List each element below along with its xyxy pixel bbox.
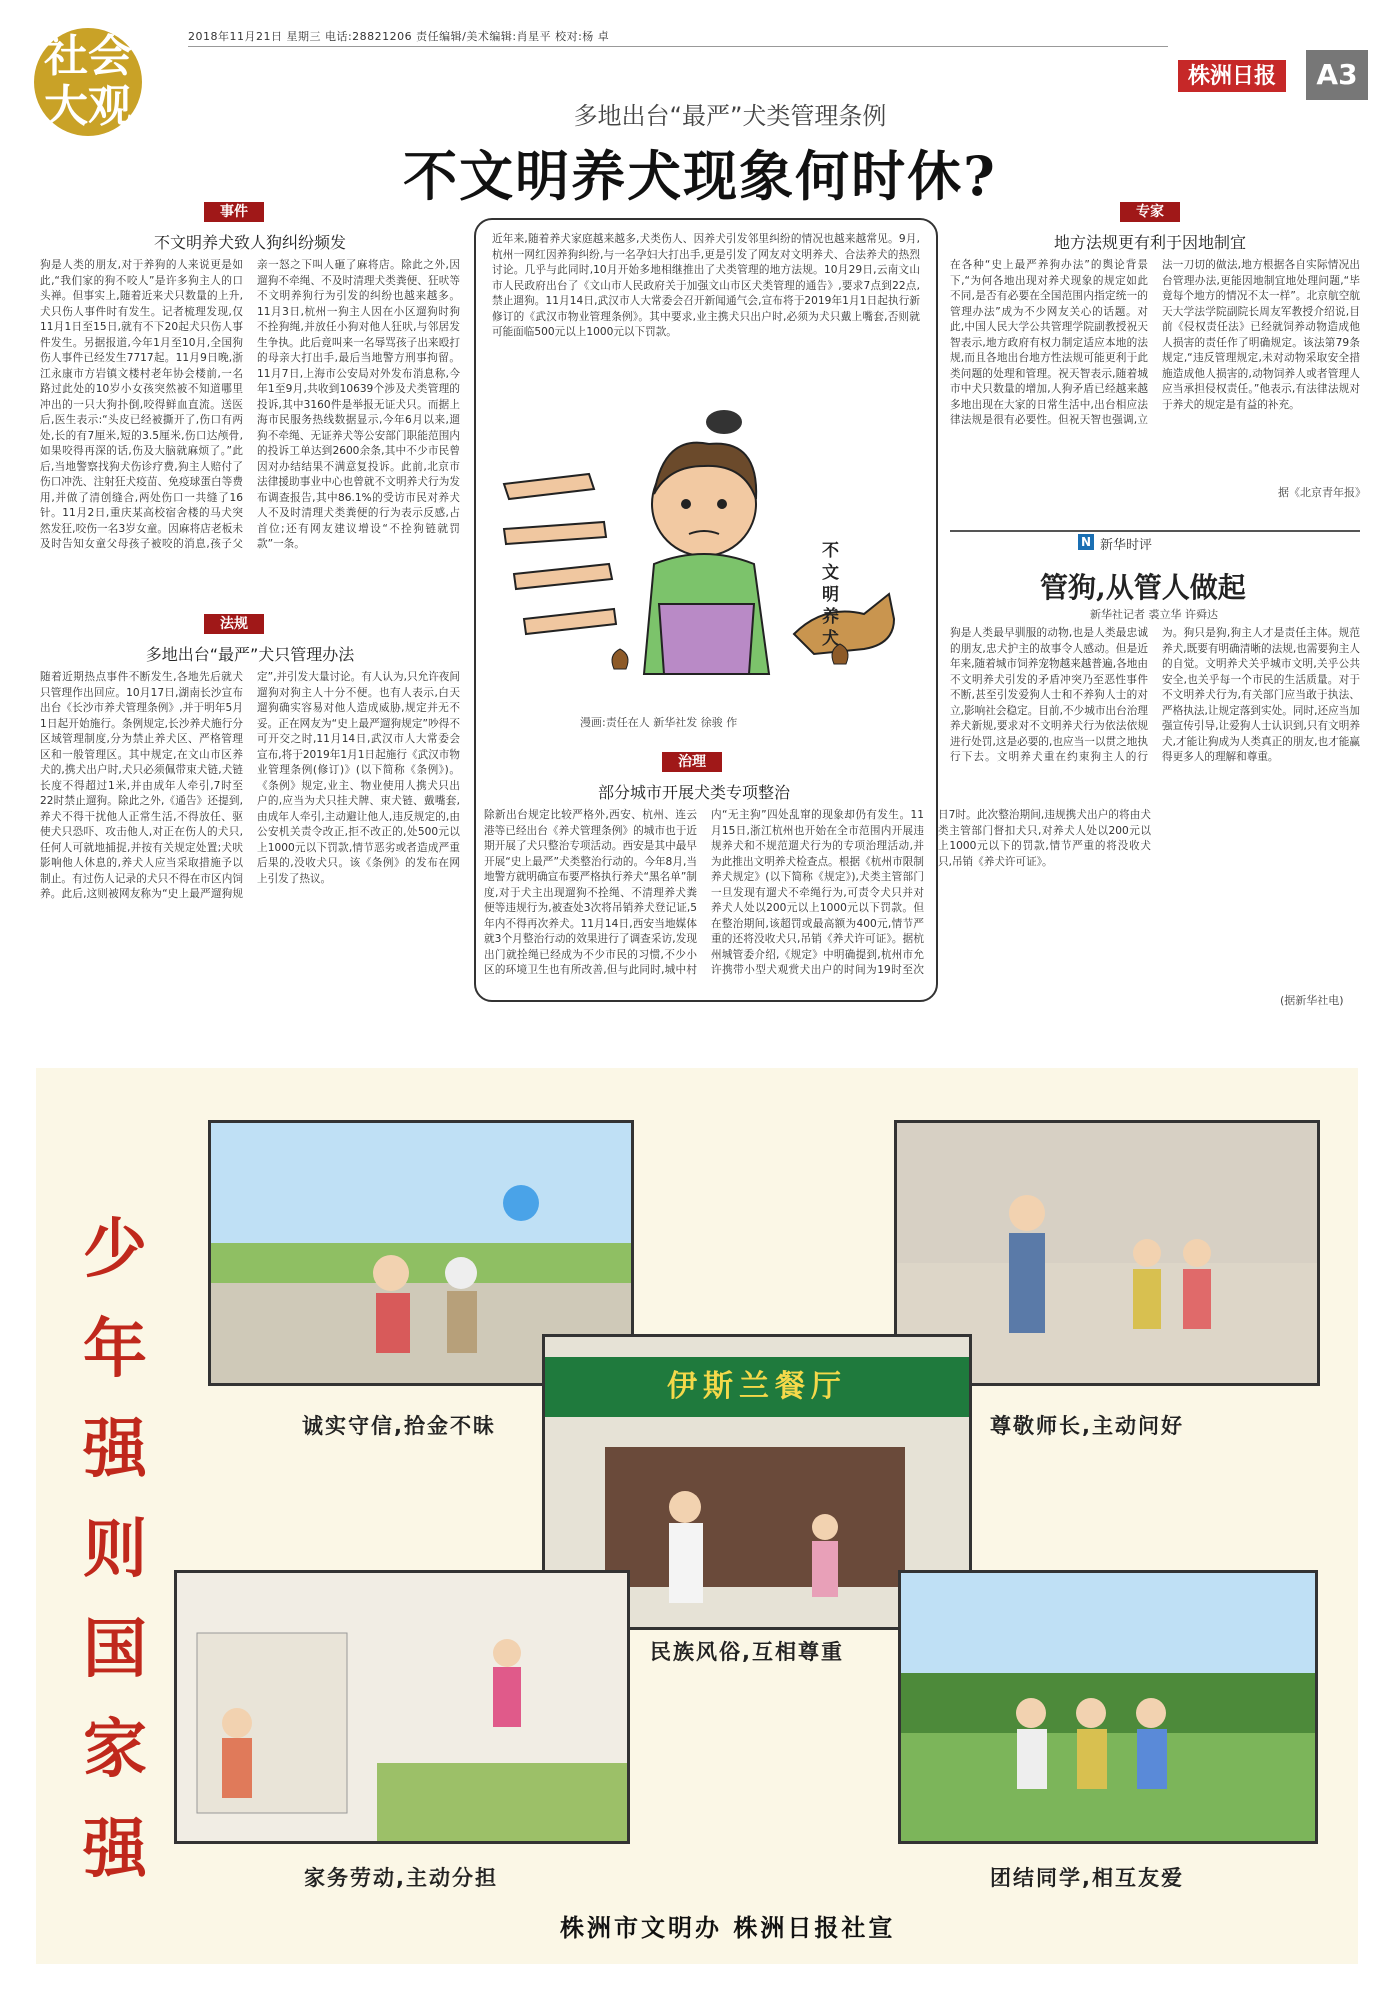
col1-title: 不文明养犬致人狗纠纷频发 bbox=[153, 233, 346, 252]
caption-honesty: 诚实守信,拾金不昧 bbox=[302, 1414, 496, 1438]
col-mid-body: 除新出台规定比较严格外,西安、杭州、连云港等已经出台《养犬管理条例》的城市也于近期开展了犬只整治专项活动。西安是其中最早开展“史上最严”犬类整治行动的。今年8月,当地警方就明确宣布要严格执行养犬“黑名单”制度,对于犬主出现遛狗不拴绳、不清理养犬粪便等违规行为,被查处3次将吊销养犬登记证,5年内不得再次养犬。11月14日,西安当地媒体就3个月整治行动的效果进行了调查采访,发现出门就拴绳已经成为不少市民的习惯,不少小区的环境卫生也有所改善,但与此同时,城中村内“无主狗”四处乱窜的现象却仍有发生。11月15日,浙江杭州也开始在全市范围内开展违规养犬和不规范遛犬行为的专项治理活动,并为此推出文明养犬检查点。根据《杭州市限制养犬规定》(以下简称《规定》),犬类主管部门一旦发现有遛犬不牵绳行为,可责令犬只并对养犬人处以200元以上1000元以下罚款。但在整治期间,该超罚或最高额为400元,情节严重的还将没收犬只,吊销《养犬许可证》。据杭州城管委介绍,《规定》中明确提到,杭州市允许携带小型犬观赏犬出户的时间为19时至次日7时。此次整治期间,违规携犬出户的将由犬类主管部门督扣犬只,对养犬人处以200元以上1000元以下的罚款,情节严重的将没收犬只,吊销《养犬许可证》。 bbox=[484, 809, 1151, 976]
opinion-rule bbox=[950, 530, 1360, 532]
tag-regulation: 法规 bbox=[204, 614, 264, 634]
caption-housework: 家务劳动,主动分担 bbox=[304, 1866, 498, 1890]
lead-kicker: 多地出台“最严”犬类管理条例 bbox=[573, 102, 887, 130]
caption-respect-teachers: 尊敬师长,主动问好 bbox=[990, 1414, 1184, 1438]
opinion-title: 管狗,从管人做起 bbox=[1040, 571, 1246, 604]
section-badge bbox=[34, 28, 142, 136]
cartoon-label: 不文明养犬 bbox=[822, 541, 839, 649]
dateline: 2018年11月21日 星期三 电话:28821206 责任编辑/美术编辑:肖星平 校对:杨 卓 bbox=[188, 30, 610, 43]
col-right-body: 在各种“史上最严养狗办法”的舆论背景下,“为何各地出现对养犬现象的规定如此不同,是否有必要在全国范围内指定统一的管理办法”成为不少网友关心的话题。对此,中国人民大学公共管理学院副教授祝天智表示,地方政府有权力制定适应本地的法规,而且各地出台地方性法规可能更利于此类问题的处理和管理。祝天智表示,随着城市中犬只数量的增加,人狗矛盾已经越来越多地出现在大家的日常生活中,出台相应法律法规是很有必要性。但祝天智也强调,立法一刀切的做法,地方根据各自实际情况出台管理办法,更能因地制宜地处理问题,“毕竟每个地方的情况不太一样”。北京航空航天大学法学院副院长周友军教授介绍说,目前《侵权责任法》已经就饲养动物造成他人损害的责任作了明确规定。该法第79条规定,“违反管理规定,未对动物采取安全措施造成他人损害的,动物饲养人或者管理人应当承担侵权责任。”他表示,有法律法规对于养犬的规定是有益的补充。 bbox=[950, 259, 1360, 426]
psa-sponsor: 株洲市文明办 株洲日报社宣 bbox=[560, 1914, 896, 1942]
tag-event: 事件 bbox=[204, 202, 264, 222]
col-right-title: 地方法规更有利于因地制宜 bbox=[1053, 233, 1246, 252]
col1-body: 狗是人类的朋友,对于养狗的人来说更是如此,“我们家的狗不咬人”是许多狗主人的口头禅。但事实上,随着近来犬只数量的上升,犬只伤人事件时有发生。记者梳理发现,仅11月1日至15日,就有不下20起犬只伤人事件发生。另据报道,今年1月至10月,全国狗伤人事件已经发生7717起。11月9日晚,浙江永康市方岩镇文楼村老年协会楼前,一名路过此处的10岁小女孩突然被不知道哪里冲出的一只大狗扑倒,咬得鲜血直流。送医后,医生表示:“头皮已经被撕开了,伤口有两处,长的有7厘米,短的3.5厘米,伤口达颅骨,如果咬得再深的话,伤及大脑就麻烦了。”此后,当地警察找狗犬伤诊疗费,狗主人赔付了伤口冲洗、注射狂犬疫苗、免疫球蛋白等费用,并做了清创缝合,两处伤口一共缝了16针。11月2日,重庆某高校宿舍楼的马犬突然发狂,咬伤一名3岁女童。因麻将店老板未及时告知女童父母孩子被咬的消息,孩子父亲一怒之下叫人砸了麻将店。除此之外,因遛狗不牵绳、不及时清理犬类粪便、狂吠等不文明养狗行为引发的纠纷也越来越多。11月3日,杭州一狗主人因在小区遛狗时狗不拴狗绳,并放任小狗对他人狂吠,与邻居发生争执。此后竟叫来一名辱骂孩子出来殴打的母亲大打出手,最后当地警方刑事拘留。11月7日,上海市公安局对外发布消息称,今年1至9月,共收到10639个涉及犬类管理的投诉,其中3160件是举报无证犬只。而据上海市民服务热线数据显示,今年6月以来,遛狗不牵绳、无证养犬等公安部门职能范围内的投诉工单达到2600余条,其中不少市民曾因对办结结果不满意复投诉。此前,北京市法律援助事业中心也曾就不文明养犬行为发布调查报告,其中86.1%的受访市民对养犬人不及时清理犬类粪便的行为表示反感,占首位;还有网友建议增设“不拴狗链就罚款”一条。 bbox=[40, 259, 460, 550]
lead-headline: 不文明养犬现象何时休? bbox=[403, 144, 997, 208]
section-label-2: 大观 bbox=[44, 81, 132, 132]
psa-title: 少 年 强 则 国 家 强 bbox=[83, 1212, 147, 1887]
intro-body: 近年来,随着养犬家庭越来越多,犬类伤人、因养犬引发邻里纠纷的情况也越来越常见。9月,杭州一网红因养狗纠纷,与一名孕妇大打出手,更是引发了网友对文明养犬、合法养犬的热烈讨论。几乎与此同时,10月开始多地相继推出了犬类管理的地方法规。10月29日,云南文山市人民政府出台了《文山市人民政府关于加强文山市区犬类管理的通告》,要求7点到22点,禁止遛狗。11月14日,武汉市人大常委会召开新闻通气会,宣布将于2019年1月1日起执行新修订的《武汉市物业管理条例》。其中要求,业主携犬只出户时,必须为犬只戴上嘴套,否则就可能面临500元以上1000元以下罚款。 bbox=[492, 233, 920, 338]
opinion-source: (据新华社电) bbox=[1280, 994, 1344, 1007]
section-label-1: 社会 bbox=[44, 31, 132, 82]
page-number: A3 bbox=[1306, 50, 1368, 100]
tag-governance: 治理 bbox=[662, 752, 722, 772]
caption-ethnic-customs: 民族风俗,互相尊重 bbox=[650, 1640, 844, 1664]
opinion-body: 狗是人类最早驯服的动物,也是人类最忠诚的朋友,忠犬护主的故事令人感动。但是近年来,随着城市饲养宠物越来越普遍,各地由不文明养犬引发的矛盾冲突乃至恶性事件不断,甚至引发爱狗人士和不养狗人士的对立,影响社会稳定。目前,不少城市出台治理养犬新规,要求对不文明养犬行为依法依规进行处罚,这是必要的,也应当一以贯之地执行下去。文明养犬重在约束狗主人的行为。狗只是狗,狗主人才是责任主体。规范养犬,既要有明确清晰的法规,也需要狗主人的自觉。文明养犬关乎城市文明,关乎公共安全,也关乎每一个市民的生活质量。对于不文明养犬行为,有关部门应当敢于执法、严格执法,让规定落到实处。同时,还应当加强宣传引导,让爱狗人士认识到,只有文明养犬,才能让狗成为人类真正的朋友,也才能赢得更多人的理解和尊重。 bbox=[950, 627, 1360, 763]
caption-unity: 团结同学,相互友爱 bbox=[990, 1866, 1184, 1890]
masthead-rule bbox=[188, 46, 1168, 47]
col1b-body: 随着近期热点事件不断发生,各地先后就犬只管理作出回应。10月17日,湖南长沙宣布出台《长沙市养犬管理条例》,并于明年5月1日起开始施行。条例规定,长沙养犬施行分区域管理制度,分为禁止养犬区、严格管理区和一般管理区。其中规定,在文山市区养犬的,携犬出户时,犬只必须佩带束犬链,犬链长度不得超过1米,并由成年人牵引,7时至22时禁止遛狗。除此之外,《通告》还提到,养犬不得干扰他人正常生活,不得放任、驱使犬只恐吓、攻击他人,对正在伤人的犬只,任何人可就地捕捉,并按有关规定处置;犬吠影响他人休息的,养犬人应当采取措施予以制止。有过伤人记录的犬只不得在市区内饲养。此后,这则被网友称为“史上最严遛狗规定”,并引发大量讨论。有人认为,只允许夜间遛狗对狗主人十分不便。也有人表示,白天遛狗确实容易对他人造成威胁,规定并无不妥。正在网友为“史上最严遛狗规定”吵得不可开交之时,11月14日,武汉市人大常委会宣布,将于2019年1月1日起施行《武汉市物业管理条例(修订)》(以下简称《条例》)。《条例》规定,业主、物业使用人携犬只出户的,应当为犬只挂犬牌、束犬链、戴嘴套,由成年人牵引,主动避让他人,违反规定的,由公安机关责令改正,拒不改正的,处500元以上1000元以下罚款,情节恶劣或者造成严重后果的,没收犬只。该《条例》的发布在网上引发了热议。 bbox=[40, 671, 460, 900]
cartoon-credit: 漫画:责任在人 新华社发 徐骏 作 bbox=[580, 716, 738, 729]
tag-expert: 专家 bbox=[1120, 202, 1180, 222]
col-right-source: 据《北京青年报》 bbox=[1278, 486, 1366, 499]
cartoon-illustration bbox=[494, 404, 924, 704]
col-mid-title: 部分城市开展犬类专项整治 bbox=[597, 783, 790, 802]
scene-unity bbox=[898, 1570, 1318, 1844]
scene-housework bbox=[174, 1570, 630, 1844]
col1b-title: 多地出台“最严”犬只管理办法 bbox=[145, 645, 355, 664]
xinhua-badge: N bbox=[1078, 534, 1094, 550]
newspaper-logo: 株洲日报 bbox=[1178, 60, 1286, 92]
opinion-column-name: 新华时评 bbox=[1100, 538, 1153, 553]
restaurant-sign: 伊斯兰餐厅 bbox=[545, 1357, 969, 1417]
opinion-byline: 新华社记者 裘立华 许舜达 bbox=[1090, 608, 1218, 621]
